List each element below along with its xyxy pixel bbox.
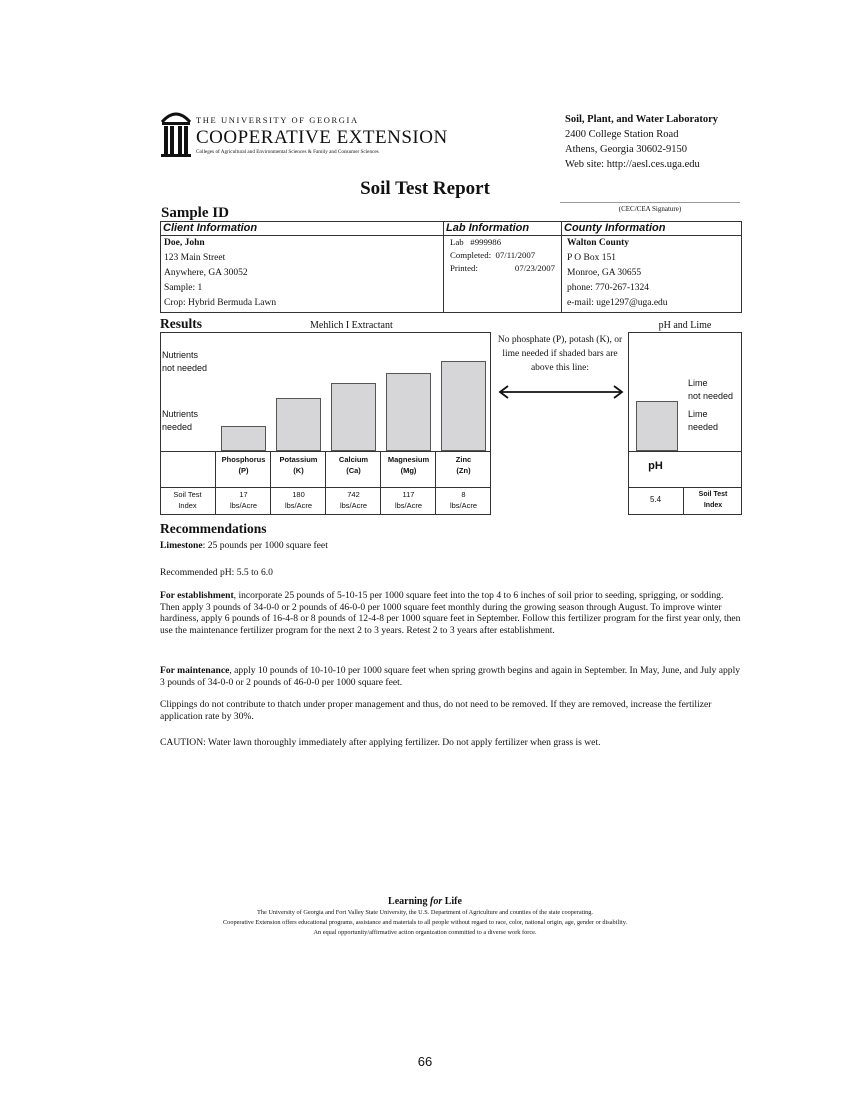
ph-value: 5.4 bbox=[649, 495, 662, 504]
ph-lime-heading: pH and Lime bbox=[658, 320, 712, 331]
lab-address-1: 2400 College Station Road bbox=[565, 129, 679, 140]
ph-row-divider bbox=[628, 487, 742, 488]
nutrients-needed-label: Nutrients needed bbox=[162, 409, 199, 432]
ph-label: pH bbox=[648, 460, 663, 472]
maintenance-paragraph: For maintenance, apply 10 pounds of 10-10-10 per 1000 square feet when spring growth begins and again in September. In May, June, and July apply 3 pounds of 34-0-0 or 2 pounds of 46-0-0 per 1000 square feet. bbox=[160, 665, 741, 688]
county-email: e-mail: uge1297@uga.edu bbox=[567, 298, 668, 308]
nutrient-bar-magnesium bbox=[386, 373, 431, 451]
lab-website: Web site: http://aesl.ces.uga.edu bbox=[565, 159, 700, 170]
completed-row: Completed: 07/11/2007 bbox=[450, 250, 536, 260]
colleges-text: Colleges of Agricultural and Environmental Sciences & Family and Consumer Sciences bbox=[196, 149, 379, 155]
lab-info bbox=[450, 236, 555, 275]
nutrient-bar-phosphorus bbox=[221, 426, 266, 451]
lab-address-2: Athens, Georgia 30602-9150 bbox=[565, 144, 687, 155]
client-info-heading: Client Information bbox=[163, 222, 258, 234]
nutrient-value-potassium: 180 lbs/Acre bbox=[284, 490, 313, 510]
report-title: Soil Test Report bbox=[360, 178, 490, 199]
ph-baseline bbox=[628, 451, 742, 452]
signature-label: (CEC/CEA Signature) bbox=[618, 205, 682, 213]
sample-id-label: Sample ID bbox=[161, 205, 229, 221]
printed-row: Printed: 07/23/2007 bbox=[450, 263, 555, 273]
nutrient-bar-zinc bbox=[441, 361, 486, 451]
extractant-label: Mehlich I Extractant bbox=[310, 320, 393, 331]
nutrient-header-calcium: Calcium (Ca) bbox=[338, 455, 369, 475]
threshold-note: No phosphate (P), potash (K), or lime needed if shaded bars are above this line: bbox=[497, 335, 623, 373]
nutrient-value-phosphorus: 17 lbs/Acre bbox=[229, 490, 258, 510]
establishment-paragraph: For establishment, incorporate 25 pounds of 5-10-15 per 1000 square feet into the top 4 to 6 inches of soil prior to seeding, sprigging, or sodding. Then apply 3 pounds of 34-0-0 or 2 pounds of 46-0-0 per 1000 square feet monthly during the growing season through August. To improve winter hardiness, apply 6 pounds of 16-4-8 or 8 pounds of 12-4-8 per 1000 square feet in September. Follow this fertilizer program for the first year only, then use the maintenance fertilizer program for the next 2 to 3 years. Retest 2 to 3 years after establishment. bbox=[160, 590, 741, 636]
county-box: P O Box 151 bbox=[567, 253, 617, 263]
ph-bar bbox=[636, 401, 678, 451]
clippings-paragraph: Clippings do not contribute to thatch under proper management and thus, do not need to be removed. If they are removed, increase the fertilizer application rate by 30%. bbox=[160, 699, 712, 722]
county-name: Walton County bbox=[567, 238, 630, 248]
double-arrow-icon bbox=[497, 384, 625, 400]
county-phone: phone: 770-267-1324 bbox=[567, 283, 650, 293]
client-crop: Crop: Hybrid Bermuda Lawn bbox=[164, 298, 277, 308]
county-info bbox=[567, 236, 668, 311]
lab-number-row: Lab #999986 bbox=[450, 237, 502, 247]
cooperative-extension-text: COOPERATIVE EXTENSION bbox=[196, 127, 448, 148]
signature-line bbox=[560, 202, 740, 203]
nutrient-value-calcium: 742 lbs/Acre bbox=[339, 490, 368, 510]
nutrient-header-potassium: Potassium (K) bbox=[279, 455, 318, 475]
nutrients-not-needed-label: Nutrients not needed bbox=[162, 350, 208, 373]
soil-test-index-label: Soil Test Index bbox=[173, 490, 202, 510]
lab-info-heading: Lab Information bbox=[446, 222, 530, 234]
recommended-ph: Recommended pH: 5.5 to 6.0 bbox=[160, 567, 273, 578]
client-name: Doe, John bbox=[164, 238, 205, 248]
client-sample: Sample: 1 bbox=[164, 283, 203, 293]
recommendations-heading: Recommendations bbox=[160, 521, 267, 536]
ph-index-label: Soil Test Index bbox=[698, 491, 728, 509]
nutrient-header-phosphorus: Phosphorus (P) bbox=[221, 455, 266, 475]
nutrient-header-magnesium: Magnesium (Mg) bbox=[387, 455, 430, 475]
nutrient-bar-potassium bbox=[276, 398, 321, 451]
lime-not-needed-label: Lime not needed bbox=[688, 378, 734, 401]
lab-address-block bbox=[565, 112, 718, 172]
footer-line-1: The University of Georgia and Fort Valley State University, the U.S. Department of Agriculture and counties of the state cooperating. bbox=[257, 909, 593, 916]
client-street: 123 Main Street bbox=[164, 253, 226, 263]
limestone-paragraph: Limestone: 25 pounds per 1000 square feet bbox=[160, 540, 328, 551]
lime-needed-label: Lime needed bbox=[688, 409, 719, 432]
client-city: Anywhere, GA 30052 bbox=[164, 268, 248, 278]
nutrient-value-zinc: 8 lbs/Acre bbox=[449, 490, 478, 510]
nutrient-value-magnesium: 117 lbs/Acre bbox=[394, 490, 423, 510]
results-heading: Results bbox=[160, 316, 203, 331]
footer-line-3: An equal opportunity/affirmative action organization committed to a diverse work force. bbox=[313, 929, 537, 936]
nutrient-header-zinc: Zinc (Zn) bbox=[455, 455, 472, 475]
uga-arch-logo bbox=[160, 108, 192, 158]
caution-paragraph: CAUTION: Water lawn thoroughly immediately after applying fertilizer. Do not apply fertilizer when grass is wet. bbox=[160, 737, 601, 748]
learning-for-life: Learning for Life bbox=[388, 896, 462, 907]
county-info-heading: County Information bbox=[564, 222, 666, 234]
lab-name: Soil, Plant, and Water Laboratory bbox=[565, 114, 719, 125]
footer-line-2: Cooperative Extension offers educational programs, assistance and materials to all people without regard to race, color, national origin, age, gender or disability. bbox=[222, 919, 628, 926]
county-city: Monroe, GA 30655 bbox=[567, 268, 642, 278]
nutrient-bar-calcium bbox=[331, 383, 376, 451]
uga-text: THE UNIVERSITY OF GEORGIA bbox=[196, 115, 359, 125]
client-info bbox=[164, 236, 276, 311]
page-number: 66 bbox=[417, 1054, 433, 1069]
